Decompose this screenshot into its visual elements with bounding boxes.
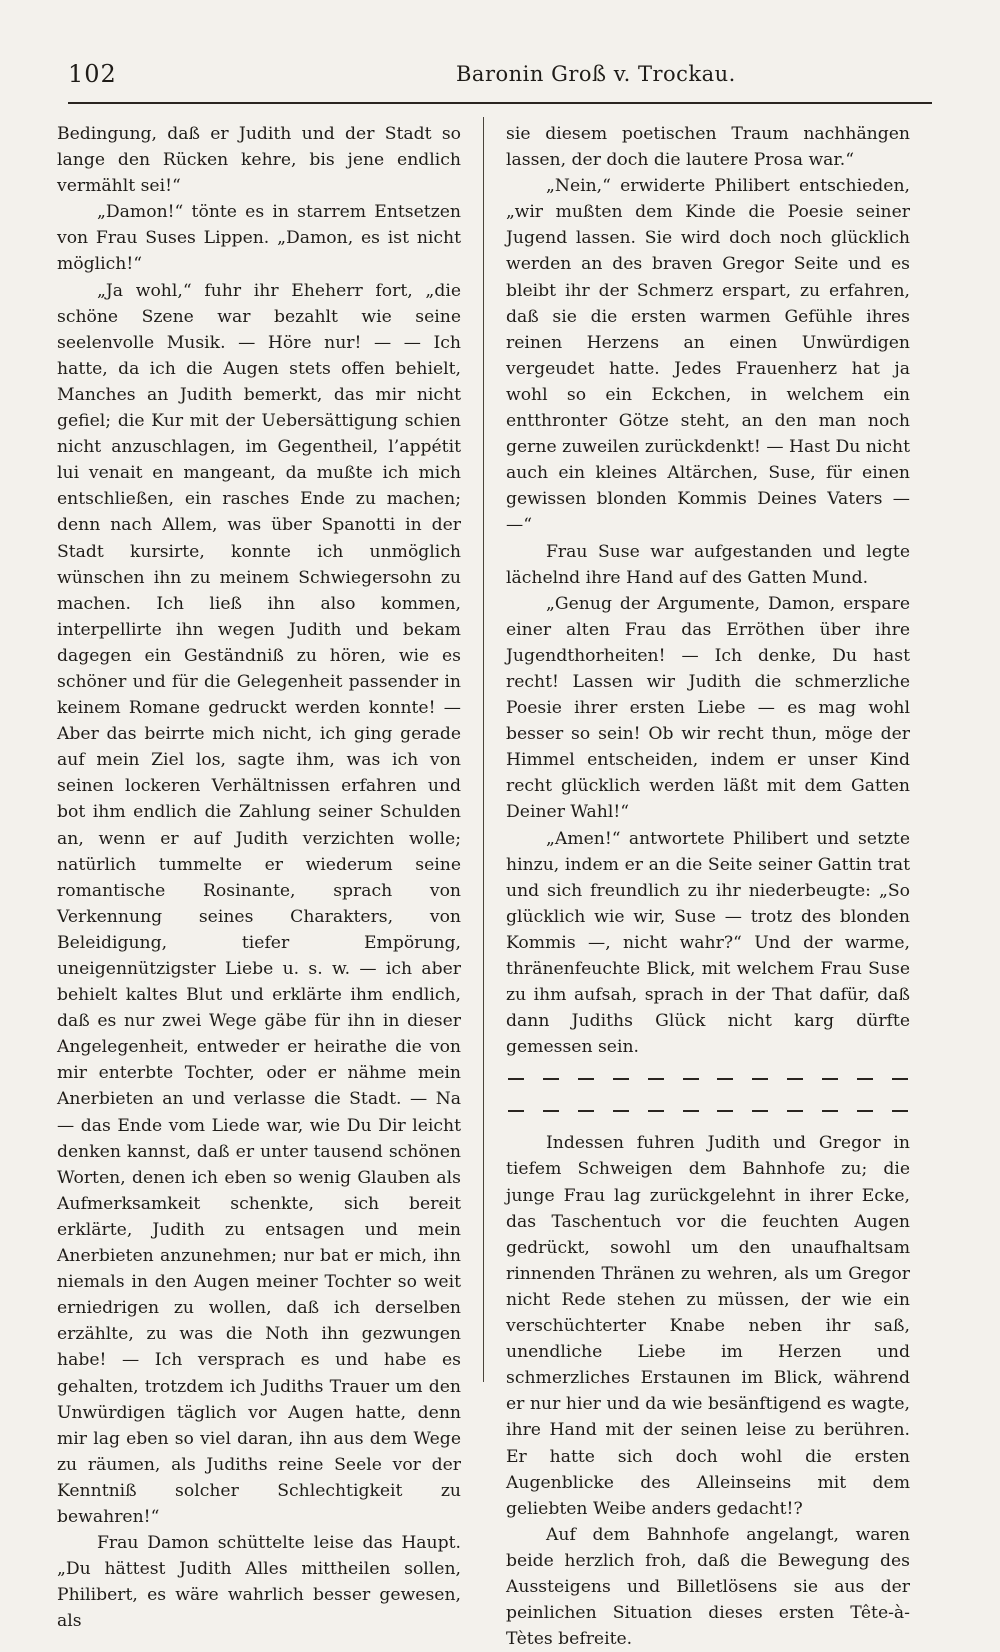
section-break — [506, 1066, 910, 1124]
paragraph: Frau Damon schüttelte leise das Haupt. „Du hättest Judith Alles mittheilen sollen, Philibert, es wäre wahrlich besser gewesen, als — [57, 1533, 461, 1632]
column-divider — [483, 117, 484, 1382]
paragraph: sie diesem poetischen Traum nachhängen lassen, der doch die lautere Prosa war.“ — [506, 124, 910, 171]
paragraph: Auf dem Bahnhofe angelangt, waren beide herzlich froh, daß die Bewegung des Aussteigens und Billetlösens sie aus der peinlichen Situation dieses ersten Tête-à-Tètes befreite. — [506, 1524, 910, 1650]
paragraph: „Genug der Argumente, Damon, erspare einer alten Frau das Erröthen über ihre Jugendthorheiten! — Ich denke, Du hast recht! Lassen wir Judith die schmerzliche Poesie ihrer ersten Liebe — es mag wohl besser so sein! Ob wir recht thun, möge der Himmel entscheiden, indem er unser Kind recht glücklich werden läßt mit dem Gatten Deiner Wahl!“ — [506, 593, 910, 823]
paragraph: Bedingung, daß er Judith und der Stadt so lange den Rücken kehre, bis jene endlich vermählt sei!“ — [57, 124, 461, 197]
dash-row — [506, 1098, 910, 1124]
paragraph: „Damon!“ tönte es in starrem Entsetzen von Frau Suses Lippen. „Damon, es ist nicht möglich!“ — [57, 202, 461, 275]
left-column — [57, 121, 461, 1634]
running-title: Baronin Groß v. Trockau. — [456, 62, 736, 86]
page-number: 102 — [68, 60, 117, 88]
paragraph: „Ja wohl,“ fuhr ihr Eheherr fort, „die schöne Szene war bezahlt wie seine seelenvolle Musik. — Höre nur! — — Ich hatte, da ich die Augen stets offen behielt, Manches an Judith bemerkt, das mir nicht gefiel; die Kur mit der Uebersättigung schien nicht anzuschlagen, im Gegentheil, l’appétit lui venait en mangeant, da mußte ich mich entschließen, ein rasches Ende zu machen; denn nach Allem, was über Spanotti in der Stadt kursirte, konnte ich unmöglich wünschen ihn zu meinem Schwiegersohn zu machen. Ich ließ ihn also kommen, interpellirte ihn wegen Judith und bekam dagegen ein Geständniß zu hören, wie es schöner und für die Gelegenheit passender in keinem Romane gedruckt werden konnte! — Aber das beirrte mich nicht, ich ging gerade auf mein Ziel los, sagte ihm, was ich von seinen lockeren Verhältnissen erfahren und bot ihm endlich die Zahlung seiner Schulden an, wenn er auf Judith verzichten wolle; natürlich tummelte er wiederum seine romantische Rosinante, sprach von Verkennung seines Charakters, von Beleidigung, tiefer Empörung, uneigennützigster Liebe u. s. w. — ich aber behielt kaltes Blut und erklärte ihm endlich, daß es nur zwei Wege gäbe für ihn in dieser Angelegenheit, entweder er heirathe die von mir enterbte Tochter, oder er nähme mein Anerbieten an und verlasse die Stadt. — Na — das Ende vom Liede war, wie Du Dir leicht denken kannst, daß er unter tausend schönen Worten, denen ich eben so wenig Glauben als Aufmerksamkeit schenkte, sich bereit erklärte, Judith zu entsagen und mein Anerbieten anzunehmen; nur bat er mich, ihn niemals in den Augen meiner Tochter so weit erniedrigen zu wollen, daß ich derselben erzählte, zu was die Noth ihn gezwungen habe! — Ich versprach es und habe es gehalten, trotzdem ich Judiths Trauer um den Unwürdigen täglich vor Augen hatte, denn mir lag eben so viel daran, ihn aus dem Wege zu räumen, als Judiths reine Seele vor der Kenntniß solcher Schlechtigkeit zu bewahren!“ — [57, 280, 461, 1527]
dash-row — [506, 1066, 910, 1092]
paragraph: „Amen!“ antwortete Philibert und setzte hinzu, indem er an die Seite seiner Gattin trat und sich freundlich zu ihr niederbeugte: „So glücklich wie wir, Suse — trotz des blonden Kommis —, nicht wahr?“ Und der warme, thränenfeuchte Blick, mit welchem Frau Suse zu ihm aufsah, sprach in der That dafür, daß dann Judiths Glück nicht karg dürfte gemessen sein. — [506, 828, 910, 1058]
paragraph: „Nein,“ erwiderte Philibert entschieden, „wir mußten dem Kinde die Poesie seiner Jugend lassen. Sie wird doch noch glücklich werden an des braven Gregor Seite und es bleibt ihr der Schmerz erspart, zu erfahren, daß sie die ersten warmen Gefühle ihres reinen Herzens an einen Unwürdigen vergeudet hatte. Jedes Frauenherz hat ja wohl so ein Eckchen, in welchem ein entthronter Götze steht, an den man noch gerne zuweilen zurückdenkt! — Hast Du nicht auch ein kleines Altärchen, Suse, für einen gewissen blonden Kommis Deines Vaters — —“ — [506, 176, 910, 536]
right-column — [506, 121, 910, 1652]
paragraph: Frau Suse war aufgestanden und legte lächelnd ihre Hand auf des Gatten Mund. — [506, 541, 910, 588]
paragraph: Indessen fuhren Judith und Gregor in tiefem Schweigen dem Bahnhofe zu; die junge Frau lag zurückgelehnt in ihrer Ecke, das Taschentuch vor die feuchten Augen gedrückt, sowohl um den unaufhaltsam rinnenden Thränen zu wehren, als um Gregor nicht Rede stehen zu müssen, der wie ein verschüchterter Knabe neben ihr saß, unendliche Liebe im Herzen und schmerzliches Erstaunen im Blick, während er nur hier und da wie besänftigend es wagte, ihre Hand mit der seinen leise zu berühren. Er hatte sich doch wohl die ersten Augenblicke des Alleinseins mit dem geliebten Weibe anders gedacht!? — [506, 1133, 910, 1519]
page-header — [68, 58, 932, 94]
header-rule — [68, 102, 932, 104]
